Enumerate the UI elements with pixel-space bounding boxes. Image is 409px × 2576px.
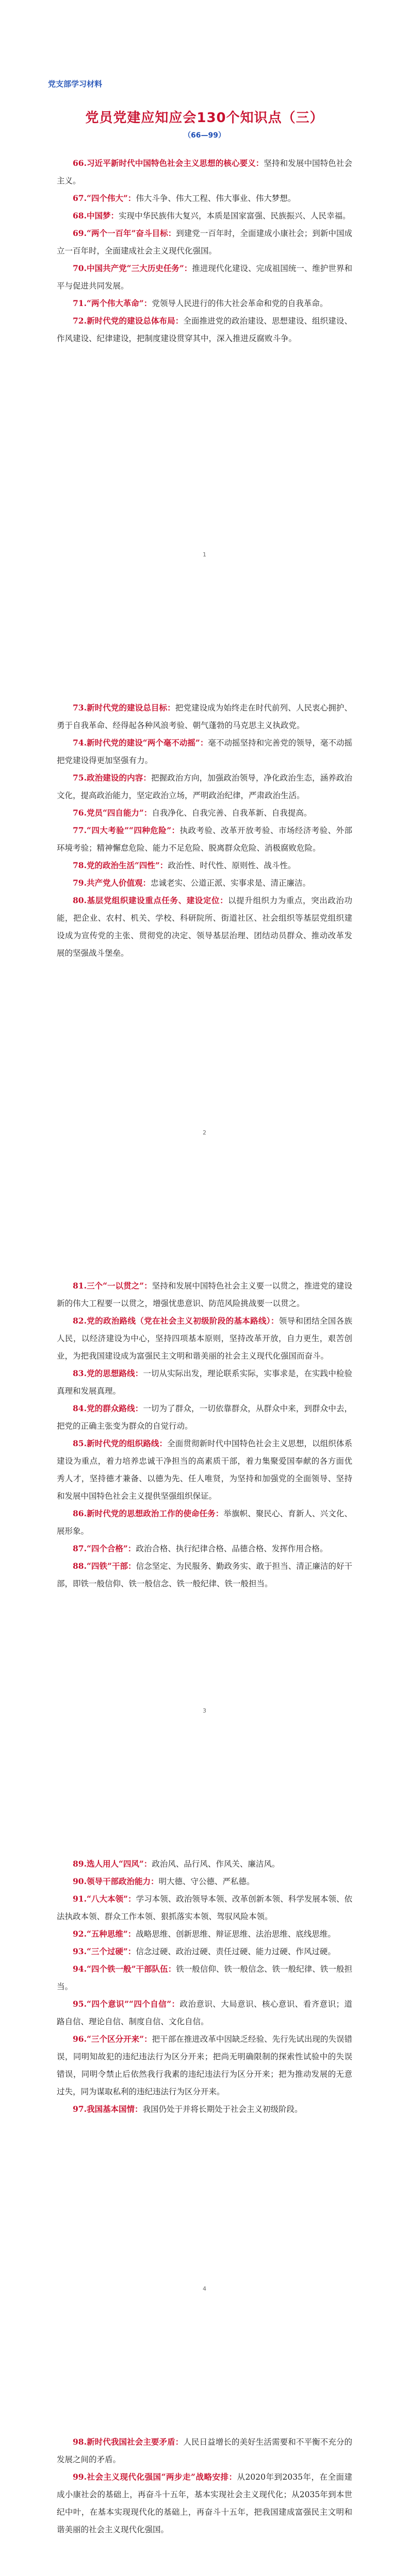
point-definition: 政治风、品行风、作风关、廉洁风。 [152, 1859, 280, 1869]
knowledge-point [57, 1890, 352, 1925]
point-definition: 毫不动摇坚持和完善党的领导，毫不动摇把党建设得更加坚强有力。 [57, 738, 352, 765]
point-number: 93. [73, 1946, 87, 1956]
point-term: “两个伟大革命”： [86, 298, 152, 308]
page-number: 2 [203, 1129, 206, 1136]
point-definition: 自我净化、自我完善、自我革新、自我提高。 [152, 808, 312, 818]
point-definition: 明大德、守公德、严私德。 [158, 1877, 255, 1886]
point-number: 82. [73, 1316, 87, 1326]
point-number: 89. [73, 1859, 87, 1869]
page-4 [0, 1734, 409, 2312]
knowledge-point [57, 892, 352, 962]
point-number: 95. [73, 1999, 87, 2009]
point-number: 92. [73, 1929, 87, 1939]
point-definition: 全面推进党的政治建设、思想建设、组织建设、作风建设、纪律建设，把制度建设贯穿其中，深入推进反腐败斗争。 [57, 316, 352, 343]
point-definition: 学习本领、政治领导本领、改革创新本领、科学发展本领、依法执政本领、群众工作本领、狠抓落实本领、驾驭风险本领。 [57, 1894, 352, 1921]
point-term: “三个区分开来”： [86, 2034, 152, 2044]
page-2 [0, 578, 409, 1156]
item-list [57, 2433, 352, 2538]
point-term: “四个铁一般”干部队伍： [86, 1964, 176, 1974]
point-term: 我国基本国情： [86, 2104, 143, 2114]
knowledge-point [57, 769, 352, 804]
point-term: “四大考验”“四种危险”： [86, 825, 180, 835]
page-number: 1 [203, 551, 206, 558]
point-term: 新时代我国社会主要矛盾： [86, 2437, 184, 2447]
knowledge-point [57, 155, 352, 190]
point-term: 党的政治路线（党在社会主义初级阶段的基本路线）： [86, 1316, 279, 1326]
point-term: 习近平新时代中国特色社会主义思想的核心要义： [86, 158, 264, 168]
point-number: 68. [73, 211, 87, 221]
knowledge-point [57, 1943, 352, 1960]
header-tag: 党支部学习材料 [48, 79, 103, 89]
point-definition: 到建党一百年时，全面建成小康社会；到新中国成立一百年时，全面建成社会主义现代化强国。 [57, 229, 352, 256]
point-definition: 推进现代化建设、完成祖国统一、维护世界和平与促进共同发展。 [57, 264, 352, 291]
knowledge-point [57, 1365, 352, 1400]
point-term: 党的群众路线： [86, 1403, 143, 1413]
page-5 [0, 2312, 409, 2576]
knowledge-point [57, 225, 352, 260]
knowledge-point [57, 1435, 352, 1505]
knowledge-point [57, 1855, 352, 1873]
point-term: 新时代党的建设总目标： [86, 703, 175, 713]
point-definition: 伟大斗争、伟大工程、伟大事业、伟大梦想。 [136, 194, 296, 203]
page-3 [0, 1156, 409, 1734]
point-number: 96. [73, 2034, 87, 2044]
point-definition: 我国仍处于并将长期处于社会主义初级阶段。 [142, 2105, 303, 2114]
point-number: 73. [73, 703, 87, 713]
point-number: 72. [73, 316, 87, 326]
point-definition: 坚持和发展中国特色社会主义。 [57, 159, 352, 185]
knowledge-point [57, 207, 352, 225]
point-number: 91. [73, 1894, 87, 1904]
point-term: 政治建设的内容： [86, 773, 151, 783]
point-number: 74. [73, 738, 87, 748]
knowledge-point [57, 2468, 352, 2538]
point-definition: 忠诚老实、公道正派、实事求是、清正廉洁。 [150, 878, 310, 888]
point-term: “四个伟大”： [86, 193, 136, 203]
point-term: 选人用人“四风”： [86, 1859, 152, 1869]
point-definition: 政治意识、大局意识、核心意识、看齐意识；道路自信、理论自信、制度自信、文化自信。 [57, 1999, 352, 2026]
knowledge-point [57, 1277, 352, 1312]
knowledge-point [57, 295, 352, 312]
knowledge-point [57, 1505, 352, 1540]
point-definition: 把干部在推进改革中因缺乏经验、先行先试出现的失误错误，同明知故犯的违纪违法行为区分开来；把尚无明确限制的探索性试验中的失误错误，同明令禁止后依然我行我素的违纪违法行为区分开来；把为推动发展的无意过失，同为谋取私利的违纪违法行为区分开来。 [57, 2035, 352, 2096]
page-number: 4 [203, 2285, 206, 2292]
point-number: 86. [73, 1509, 87, 1518]
point-term: “两个一百年”奋斗目标： [86, 228, 176, 238]
point-number: 66. [73, 158, 87, 168]
point-number: 67. [73, 193, 87, 203]
point-definition: 把党建设成为始终走在时代前列、人民衷心拥护、勇于自我革命、经得起各种风浪考验、朝气蓬勃的马克思主义执政党。 [57, 703, 352, 730]
item-list [57, 699, 352, 962]
point-term: 新时代党的建设总体布局： [86, 316, 184, 326]
point-definition: 信念过硬、政治过硬、责任过硬、能力过硬、作风过硬。 [136, 1947, 336, 1956]
point-number: 80. [73, 895, 87, 905]
point-term: “三个过硬”： [86, 1946, 136, 1956]
knowledge-point [57, 1312, 352, 1365]
knowledge-point [57, 857, 352, 874]
point-term: “五种思维”： [86, 1929, 136, 1939]
item-list [57, 1277, 352, 1592]
point-term: “八大本领”： [86, 1894, 136, 1904]
point-term: 党的思想路线： [86, 1368, 143, 1378]
point-definition: 铁一般信仰、铁一般信念、铁一般纪律、铁一般担当。 [57, 1964, 352, 1991]
point-number: 94. [73, 1964, 87, 1974]
point-definition: 全面贯彻新时代中国特色社会主义思想，以组织体系建设为重点，着力培养忠诚干净担当的高素质干部，着力集聚爱国奉献的各方面优秀人才，坚持德才兼备、以德为先、任人唯贤，为坚持和加强党的全面领导、坚持和发展中国特色社会主义提供坚强组织保证。 [57, 1439, 352, 1501]
point-definition: 从2020年到2035年，在全面建成小康社会的基础上，再奋斗十五年，基本实现社会主义现代化；从2035年到本世纪中叶，在基本实现现代化的基础上，再奋斗十五年，把我国建成富强民主文明和谐美丽的社会主义现代化强国。 [57, 2472, 352, 2534]
point-term: 新时代党的思想政治工作的使命任务： [86, 1509, 224, 1518]
point-term: 新时代党的建设“两个毫不动摇”： [86, 738, 208, 748]
point-number: 69. [73, 228, 87, 238]
point-term: 社会主义现代化强国“两步走”战略安排： [86, 2472, 237, 2482]
knowledge-point [57, 1960, 352, 1995]
point-term: 党员“四自能力”： [86, 808, 152, 818]
knowledge-point [57, 874, 352, 892]
point-number: 85. [73, 1438, 87, 1448]
point-term: 新时代党的组织路线： [86, 1438, 168, 1448]
point-term: 三个“一以贯之”： [86, 1281, 152, 1291]
point-definition: 政治合格、执行纪律合格、品德合格、发挥作用合格。 [136, 1544, 328, 1553]
knowledge-point [57, 804, 352, 822]
document-title: 党员党建应知应会130个知识点（三） [85, 110, 324, 126]
point-number: 76. [73, 808, 87, 818]
knowledge-point [57, 312, 352, 347]
point-number: 75. [73, 773, 87, 783]
point-term: “四个合格”： [86, 1544, 136, 1553]
point-number: 87. [73, 1544, 87, 1553]
page-1 [0, 0, 409, 578]
knowledge-point [57, 1995, 352, 2030]
point-term: 中国共产党“三大历史任务”： [86, 263, 192, 273]
point-term: 共产党人价值观： [86, 878, 151, 888]
knowledge-point [57, 1925, 352, 1943]
point-number: 97. [73, 2104, 87, 2114]
point-definition: 执政考验、改革开放考验、市场经济考验、外部环境考验；精神懈怠危险、能力不足危险、脱离群众危险、消极腐败危险。 [57, 826, 352, 853]
point-definition: 以提升组织力为重点，突出政治功能，把企业、农村、机关、学校、科研院所、街道社区、社会组织等基层党组织建设成为宣传党的主张、贯彻党的决定、领导基层治理、团结动员群众、推动改革发展的坚强战斗堡垒。 [57, 896, 352, 958]
knowledge-point [57, 2100, 352, 2118]
item-list [57, 1855, 352, 2118]
point-definition: 举旗帜、聚民心、育新人、兴文化、展形象。 [57, 1509, 352, 1536]
point-definition: 党领导人民进行的伟大社会革命和党的自我革命。 [152, 299, 328, 308]
point-number: 77. [73, 825, 87, 835]
knowledge-point [57, 190, 352, 207]
knowledge-point [57, 2433, 352, 2468]
point-definition: 一切为了群众，一切依靠群众，从群众中来，到群众中去，把党的正确主张变为群众的自觉行动。 [57, 1404, 352, 1431]
knowledge-point [57, 260, 352, 295]
knowledge-point [57, 822, 352, 857]
point-number: 79. [73, 878, 87, 888]
knowledge-point [57, 1540, 352, 1557]
point-definition: 把握政治方向，加强政治领导，净化政治生态，涵养政治文化，提高政治能力，坚定政治立场，严明政治纪律，严肃政治生活。 [57, 773, 352, 800]
document-subtitle: （66—99） [184, 131, 225, 140]
point-term: 党的政治生活“四性”： [86, 860, 168, 870]
point-definition: 领导和团结全国各族人民，以经济建设为中心，坚持四项基本原则，坚持改革开放，自力更生，艰苦创业，为把我国建设成为富强民主文明和谐美丽的社会主义现代化强国而奋斗。 [57, 1316, 352, 1361]
point-definition: 实现中华民族伟大复兴，本质是国家富强、民族振兴、人民幸福。 [118, 211, 351, 221]
point-term: “四个意识”“四个自信”： [86, 1999, 180, 2009]
page-number: 3 [203, 1707, 206, 1714]
point-number: 83. [73, 1368, 87, 1378]
point-definition: 战略思维、创新思维、辩证思维、法治思维、底线思维。 [136, 1929, 336, 1939]
knowledge-point [57, 734, 352, 769]
point-number: 98. [73, 2437, 87, 2447]
point-definition: 一切从实际出发，理论联系实际，实事求是，在实践中检验真理和发展真理。 [57, 1369, 352, 1396]
point-number: 88. [73, 1561, 87, 1571]
point-number: 99. [73, 2472, 87, 2482]
point-term: 基层党组织建设重点任务、建设定位： [86, 895, 228, 905]
point-term: 领导干部政治能力： [86, 1876, 159, 1886]
point-number: 71. [73, 298, 87, 308]
knowledge-point [57, 1873, 352, 1890]
point-term: “四铁”干部： [86, 1561, 136, 1571]
knowledge-point [57, 1557, 352, 1592]
point-number: 70. [73, 263, 87, 273]
point-definition: 信念坚定、为民服务、勤政务实、敢于担当、清正廉洁的好干部，即铁一般信仰、铁一般信念、铁一般纪律、铁一般担当。 [57, 1562, 352, 1588]
point-definition: 人民日益增长的美好生活需要和不平衡不充分的发展之间的矛盾。 [57, 2437, 352, 2464]
knowledge-point [57, 1400, 352, 1435]
point-number: 78. [73, 860, 87, 870]
point-term: 中国梦： [86, 211, 119, 221]
point-definition: 政治性、时代性、原则性、战斗性。 [168, 861, 296, 870]
point-number: 84. [73, 1403, 87, 1413]
point-number: 90. [73, 1876, 87, 1886]
point-definition: 坚持和发展中国特色社会主义要一以贯之，推进党的建设新的伟大工程要一以贯之，增强忧患意识、防范风险挑战要一以贯之。 [57, 1281, 352, 1308]
knowledge-point [57, 699, 352, 734]
knowledge-point [57, 2030, 352, 2100]
item-list [57, 155, 352, 347]
point-number: 81. [73, 1281, 87, 1291]
